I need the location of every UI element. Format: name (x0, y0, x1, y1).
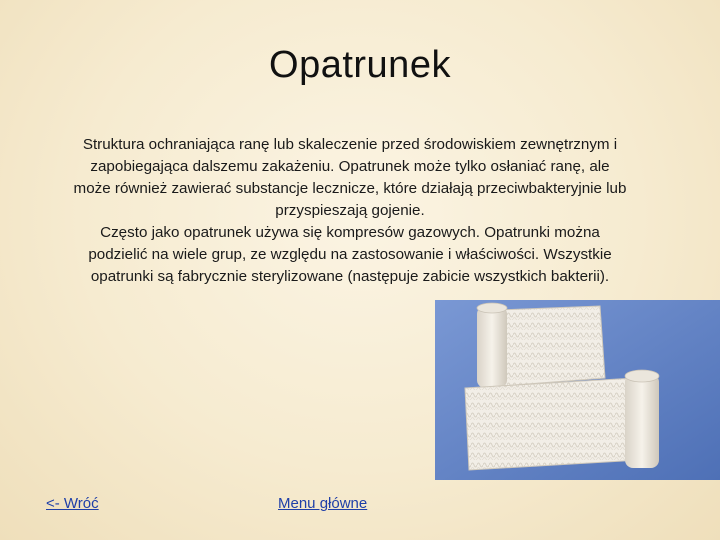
body-paragraph-1: Struktura ochraniająca ranę lub skaleczenie przed środowiskiem zewnętrznym i zapobiegająca dalszemu zakażeniu. Opatrunek może tylko osłaniać ranę, ale może również zawierać substancje lecznicze, które działają przeciwbakteryjnie lub przyspieszają gojenie. (73, 136, 627, 219)
slide-body-text (72, 134, 628, 288)
upper-bandage (477, 303, 605, 388)
back-link[interactable]: <- Wróć (46, 495, 99, 512)
body-paragraph-2: Często jako opatrunek używa się kompresów gazowych. Opatrunki można podzielić na wiele grup, ze względu na zastosowanie i właściwości. Wszystkie opatrunki są fabrycznie sterylizowane (następuje zabicie wszystkich bakterii). (88, 224, 612, 285)
slide-title: Opatrunek (269, 44, 451, 86)
main-menu-link[interactable]: Menu główne (278, 495, 368, 512)
bandage-rolls-photo (435, 300, 720, 480)
